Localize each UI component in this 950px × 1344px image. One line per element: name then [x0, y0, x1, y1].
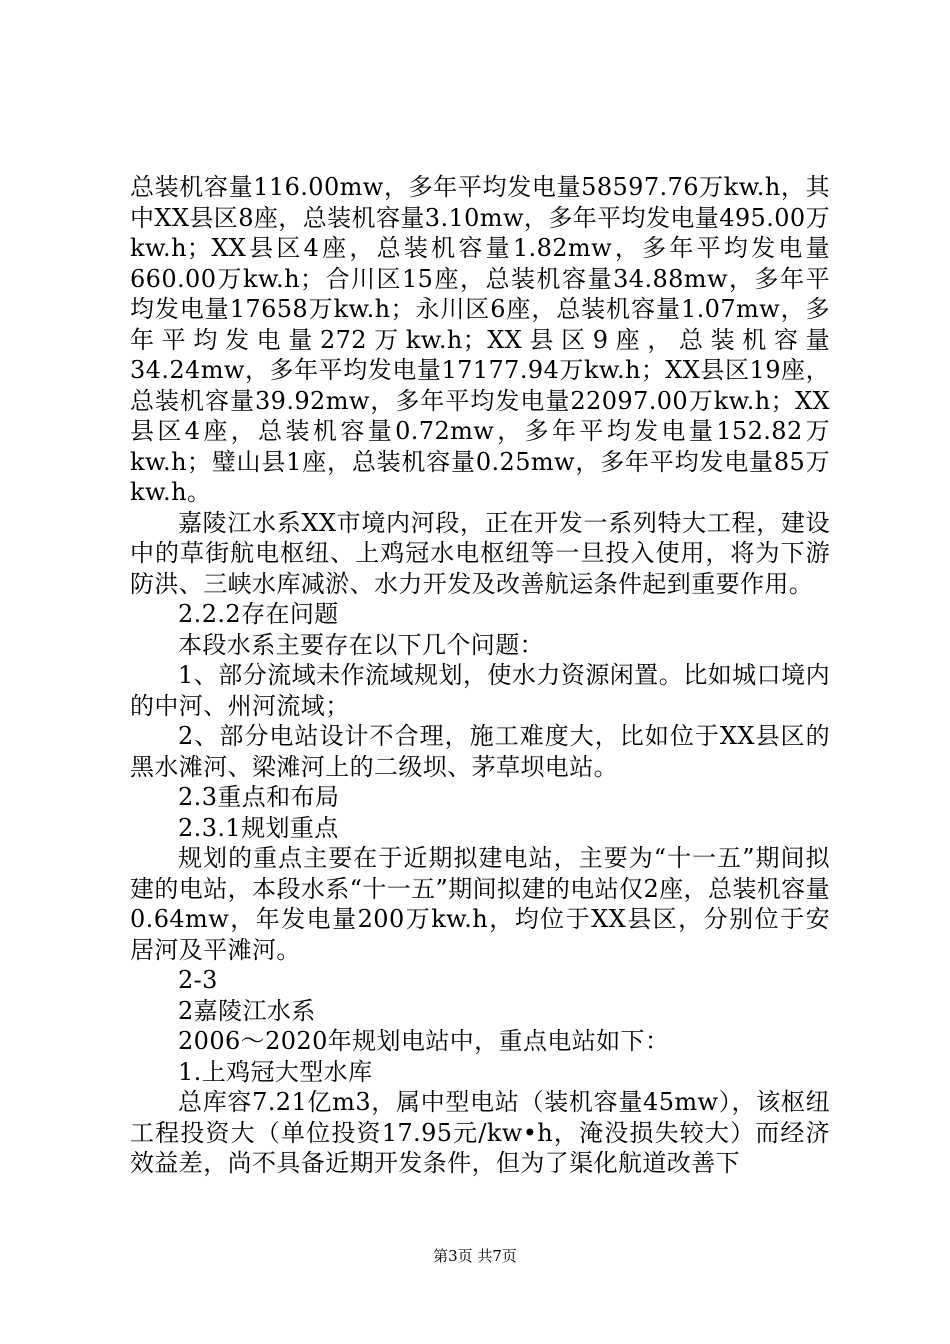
paragraph: 总装机容量116.00mw，多年平均发电量58597.76万kw.h，其中XX县区8座，总装机容量3.10mw，多年平均发电量495.00万kw.h；XX县区4座，总装机容量1.82mw，多年平均发电量660.00万kw.h；合川区15座，总装机容量34.88mw，多年平均发电量17658万kw.h；永川区6座，总装机容量1.07mw，多年平均发电量272万kw.h；XX县区9座，总装机容量34.24mw，多年平均发电量17177.94万kw.h；XX县区19座，总装机容量39.92mw，多年平均发电量22097.00万kw.h；XX县区4座，总装机容量0.72mw，多年平均发电量152.82万kw.h；璧山县1座，总装机容量0.25mw，多年平均发电量85万kw.h。: [130, 173, 830, 506]
paragraph: 嘉陵江水系XX市境内河段，正在开发一系列特大工程，建设中的草街航电枢纽、上鸡冠水电枢纽等一旦投入使用，将为下游防洪、三峡水库减淤、水力开发及改善航运条件起到重要作用。: [130, 508, 830, 598]
page-marker: 2-3: [178, 966, 218, 994]
paragraph: 规划的重点主要在于近期拟建电站，主要为“十一五”期间拟建的电站，本段水系“十一五”期间拟建的电站仅2座，总装机容量0.64mw，年发电量200万kw.h，均位于XX县区，分别位于安居河及平滩河。: [130, 844, 830, 964]
section-heading: 2.3重点和布局: [178, 783, 340, 811]
section-heading: 1.上鸡冠大型水库: [178, 1057, 373, 1086]
section-heading: 2.2.2存在问题: [178, 600, 339, 628]
page-footer: [0, 1245, 950, 1266]
list-item: 2、部分电站设计不合理，施工难度大，比如位于XX县区的黑水滩河、梁滩河上的二级坝、茅草坝电站。: [130, 722, 830, 781]
document-body: [130, 172, 830, 1179]
paragraph: 2006～2020年规划电站中，重点电站如下：: [178, 1027, 670, 1055]
paragraph: 本段水系主要存在以下几个问题：: [178, 630, 544, 659]
list-item: 1、部分流域未作流域规划，使水力资源闲置。比如城口境内的中河、州河流域；: [130, 661, 830, 720]
page-number: 第3页 共7页: [433, 1247, 517, 1265]
paragraph: 总库容7.21亿m3，属中型电站（装机容量45mw），该枢纽工程投资大（单位投资17.95元/kw•h，淹没损失较大）而经济效益差，尚不具备近期开发条件，但为了渠化航道改善下: [130, 1088, 830, 1177]
section-heading: 2嘉陵江水系: [178, 996, 316, 1025]
section-heading: 2.3.1规划重点: [178, 813, 339, 842]
